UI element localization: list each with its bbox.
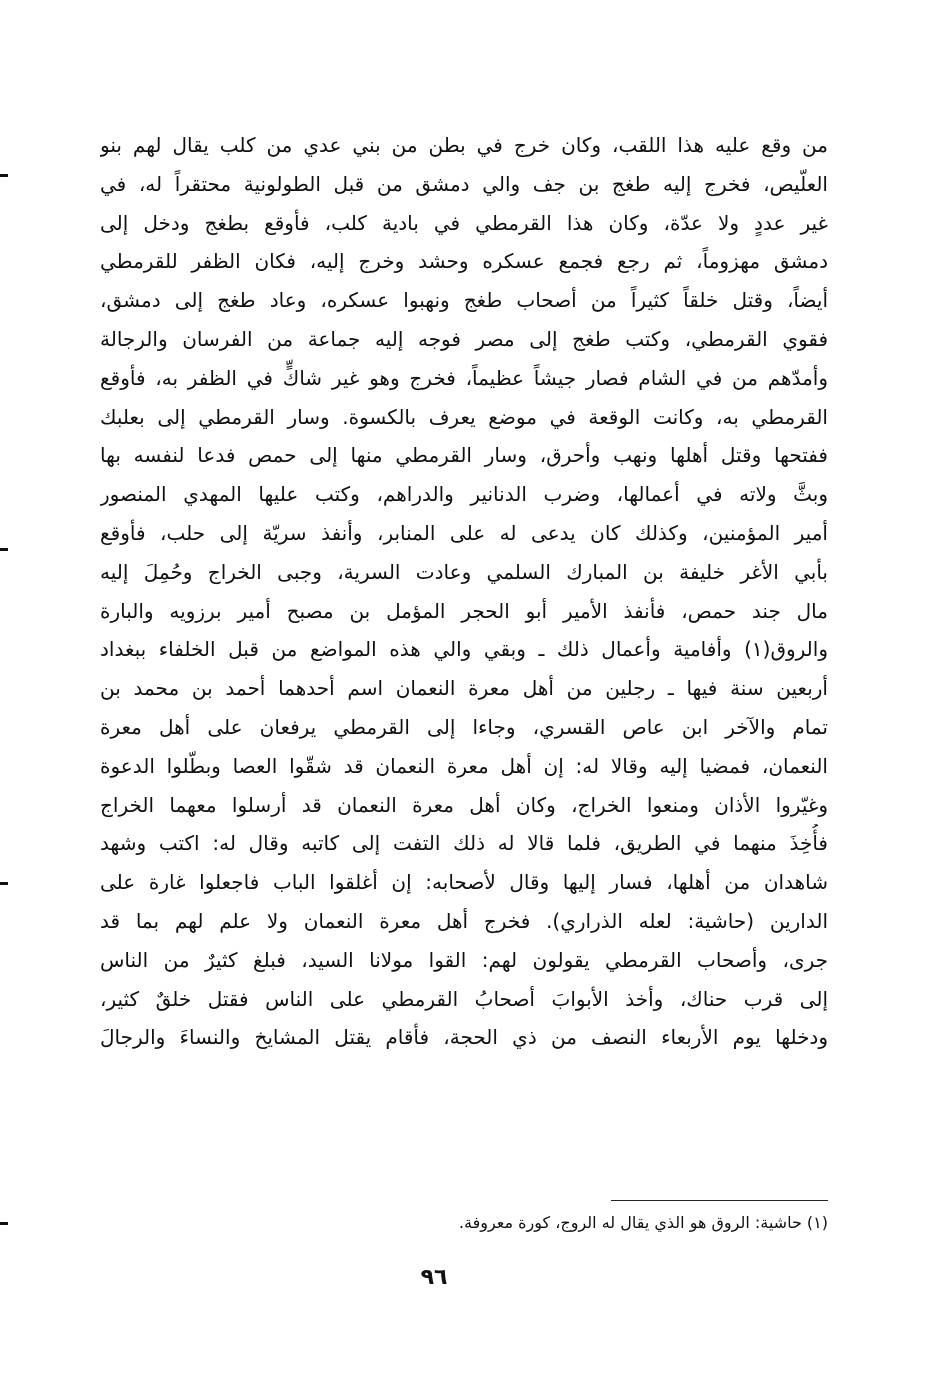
text-line: القرمطي به، وكانت الوقعة في موضع يعرف بالكسوة. وسار القرمطي إلى بعلبك: [100, 404, 828, 429]
text-line: إلى قرب حناك، وأخذ الأبوابَ أصحابُ القرمطي على الناس فقتل خلقٌ كثير،: [100, 986, 828, 1011]
text-line: الدارين (حاشية: لعله الذراري). فخرج أهل معرة النعمان ولا علم لهم بما قد: [100, 908, 828, 933]
footnote-separator: [611, 1200, 828, 1201]
text-line: ودخلها يوم الأربعاء النصف من ذي الحجة، فأقام يقتل المشايخ والنساءَ والرجالَ: [100, 1025, 828, 1050]
text-line: شاهدان من أهلها، فسار إليها وقال لأصحابه: إن أغلقوا الباب فاجعلوا غارة على: [100, 870, 828, 895]
scan-edge-mark: [0, 174, 8, 177]
text-line: وأمدّهم من في الشام فصار جيشاً عظيماً، فخرج وهو غير شاكٍّ في الظفر به، فأوقع: [100, 365, 828, 390]
text-line: فأُخِذَ منهما في الطريق، فلما قالا له ذلك التفت إلى كاتبه وقال له: اكتب وشهد: [100, 831, 828, 856]
text-line: النعمان، فمضيا إليه وقالا له: إن أهل معرة النعمان قد شقّوا العصا وبطّلوا الدعوة: [100, 753, 828, 778]
scan-edge-mark: [0, 882, 8, 885]
scan-edge-mark: [0, 1222, 8, 1225]
text-line: أيضاً، وقتل خلقاً كثيراً من أصحاب طغج ونهبوا عسكره، وعاد طغج إلى دمشق،: [100, 288, 828, 313]
text-line: مال جند حمص، فأنفذ الأمير أبو الحجر المؤمل بن مصبح أمير برزويه والبارة: [100, 598, 828, 623]
text-line: العلّيص، فخرج إليه طغج بن جف والي دمشق من قبل الطولونية محتقراً له، في: [100, 171, 828, 196]
page-number: ٩٦: [420, 1265, 448, 1290]
text-line: من وقع عليه هذا اللقب، وكان خرج في بطن من بني عدي من كلب يقال لهم بنو: [100, 133, 828, 157]
text-line: أمير المؤمنين، وكذلك كان يدعى له على المنابر، وأنفذ سريّة إلى حلب، فأوقع: [100, 520, 828, 545]
scan-edge-mark: [0, 548, 8, 551]
text-line: دمشق مهزوماً، ثم رجع فجمع عسكره وحشد وخرج إليه، فكان الظفر للقرمطي: [100, 249, 828, 274]
footnote: (١) حاشية: الروق هو الذي يقال له الروج، كورة معروفة.: [458, 1213, 828, 1232]
text-line: أربعين سنة فيها ـ رجلين من أهل معرة النعمان اسم أحدهما أحمد بن محمد بن: [100, 676, 828, 701]
text-line: جرى، وأصحاب القرمطي يقولون لهم: القوا مولانا السيد، فبلغ كثيرٌ من الناس: [100, 947, 828, 972]
text-line: فقوي القرمطي، وكتب طغج إلى مصر فوجه إليه جماعة من الفرسان والرجالة: [100, 326, 828, 351]
text-line: تمام والآخر ابن عاص القسري، وجاءا إلى القرمطي يرفعان على أهل معرة: [100, 714, 828, 739]
text-line: وغيّروا الأذان ومنعوا الخراج، وكان أهل معرة النعمان قد أرسلوا معهما الخراج: [100, 792, 828, 817]
text-line: ففتحها وقتل أهلها ونهب وأحرق، وسار القرمطي منها إلى حمص فدعا لنفسه بها: [100, 443, 828, 468]
main-text-block: [100, 126, 828, 1057]
text-line: غير عددٍ ولا عدّة، وكان هذا القرمطي في بادية كلب، فأوقع بطغج ودخل إلى: [100, 210, 828, 235]
text-line: بأبي الأغر خليفة بن المبارك السلمي وعادت السرية، وجبى الخراج وحُمِلَ إليه: [100, 559, 828, 584]
text-line: وبثَّ ولاته في أعمالها، وضرب الدنانير والدراهم، وكتب عليها المهدي المنصور: [100, 482, 828, 507]
text-line: والروق(١) وأفامية وأعمال ذلك ـ وبقي والي هذه المواضع من قبل الخلفاء ببغداد: [100, 637, 828, 662]
